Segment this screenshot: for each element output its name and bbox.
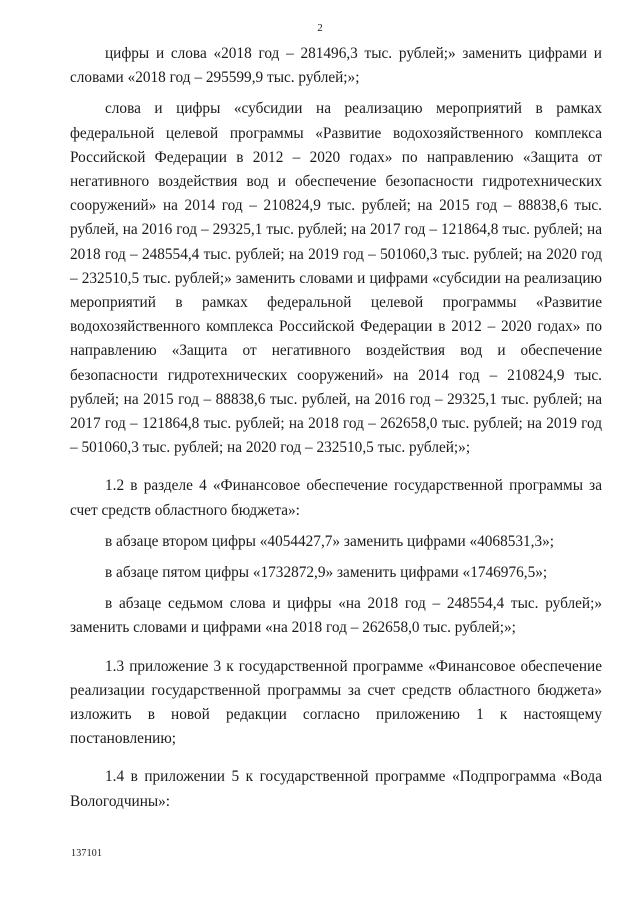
paragraph-appendix-3: 1.3 приложение 3 к государственной программе «Финансовое обеспечение реализации государственной программы за счет средств областного бюджета» изложить в новой редакции согласно приложению 1 к настоящему постановлению; bbox=[70, 657, 602, 748]
paragraph-second-abzac: в абзаце втором цифры «4054427,7» заменить цифрами «4068531,3»; bbox=[105, 532, 555, 550]
paragraph-subsidy-amendment: слова и цифры «субсидии на реализацию мероприятий в рамках федеральной целевой программы «Развитие водохозяйственного комплекса Российской Федерации в 2012 – 2020 годах» по направлению «Защита от негативного воздействия вод и обеспечение безопасности гидротехнических сооружений» на 2014 год – 210824,9 тыс. рублей; на 2015 год – 88838,6 тыс. рублей, на 2016 год – 29325,1 тыс. рублей; на 2017 год – 121864,8 тыс. рублей; на 2018 год – 248554,4 тыс. рублей; на 2019 год – 501060,3 тыс. рублей; на 2020 год – 232510,5 тыс. рублей;» заменить словами и цифрами «субсидии на реализацию мероприятий в рамках федеральной целевой программы «Развитие водохозяйственного комплекса Российской Федерации в 2012 – 2020 годах» по направлению «Защита от негативного воздействия вод и обеспечение безопасности гидротехнических сооружений» на 2014 год – 210824,9 тыс. рублей; на 2015 год – 88838,6 тыс. рублей, на 2016 год – 29325,1 тыс. рублей; на 2017 год – 121864,8 тыс. рублей; на 2018 год – 262658,0 тыс. рублей; на 2019 год – 501060,3 тыс. рублей; на 2020 год – 232510,5 тыс. рублей;»; bbox=[70, 100, 602, 457]
paragraph-2018-figures: цифры и слова «2018 год – 281496,3 тыс. рублей;» заменить цифрами и словами «2018 год – 295599,9 тыс. рублей;»; bbox=[70, 45, 602, 87]
paragraph-seventh-abzac: в абзаце седьмом слова и цифры «на 2018 год – 248554,4 тыс. рублей;» заменить словами и цифрами «на 2018 год – 262658,0 тыс. рублей;»; bbox=[70, 595, 602, 637]
paragraph-section-4: 1.2 в разделе 4 «Финансовое обеспечение государственной программы за счет средств областного бюджета»: bbox=[70, 477, 602, 519]
document-body bbox=[70, 42, 602, 814]
document-code: 137101 bbox=[71, 848, 103, 859]
paragraph-appendix-5: 1.4 в приложении 5 к государственной программе «Подпрограмма «Вода Вологодчины»: bbox=[70, 768, 602, 810]
paragraph-fifth-abzac: в абзаце пятом цифры «1732872,9» заменить цифрами «1746976,5»; bbox=[105, 564, 548, 582]
page-number: 2 bbox=[317, 22, 323, 34]
